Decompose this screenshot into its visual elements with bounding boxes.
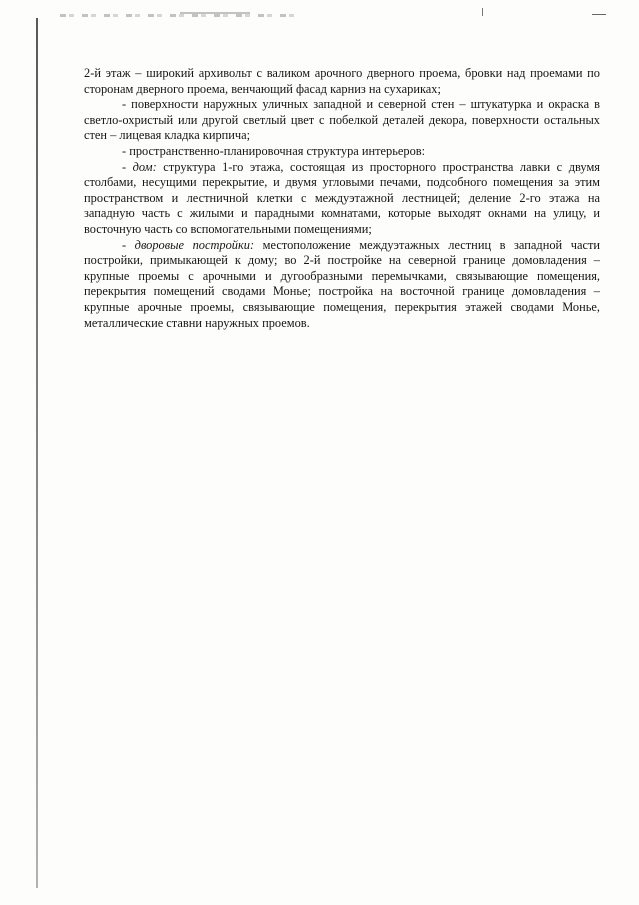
scan-left-edge <box>36 18 38 888</box>
document-body <box>84 66 600 331</box>
paragraph-text: - пространственно-планировочная структура интерьеров: <box>122 143 426 158</box>
paragraph-text: - поверхности наружных уличных западной и северной стен – штукатурка и окраска в светло-охристый или другой светлый цвет с побелкой деталей декора, поверхности остальных стен – лицевая кладка кирпича; <box>84 97 600 143</box>
paragraph-house <box>84 160 600 238</box>
scan-top-noise <box>60 14 300 17</box>
paragraph-interior-structure <box>84 144 600 160</box>
paragraph-lead: - дворовые постройки: <box>122 237 255 252</box>
paragraph-text: структура 1-го этажа, состоящая из просторного пространства лавки с двумя столбами, несущими перекрытие, и двумя угловыми печами, подсобного помещения за этим пространством и лестничной клетки с междуэтажной лестницей; деление 2-го этажа на западную часть с жилыми и парадными комнатами, которые выходят окнами на улицу, и восточную часть со вспомогательными помещениями; <box>84 159 601 236</box>
paragraph-yard-buildings <box>84 238 600 332</box>
scan-top-dash <box>592 14 606 15</box>
scan-top-mark <box>482 8 483 16</box>
paragraph-floor-2 <box>84 66 600 97</box>
paragraph-lead: - дом: <box>122 159 157 174</box>
scan-top-noise-fragment <box>180 12 250 14</box>
paragraph-text: местоположение междуэтажных лестниц в западной части постройки, примыкающей к дому; во 2-й постройке на северной границе домовладения – крупные проемы с арочными и дугообразными перемычками, связывающие помещения, перекрытия помещений сводами Монье; постройка на восточной границе домовладения – крупные арочные проемы, связывающие помещения, перекрытия этажей сводами Монье, металлические ставни наружных проемов. <box>84 237 600 330</box>
paragraph-text: 2-й этаж – широкий архивольт с валиком арочного дверного проема, бровки над проемами по сторонам дверного проема, венчающий фасад карниз на сухариках; <box>84 66 600 96</box>
paragraph-wall-surfaces <box>84 97 600 144</box>
